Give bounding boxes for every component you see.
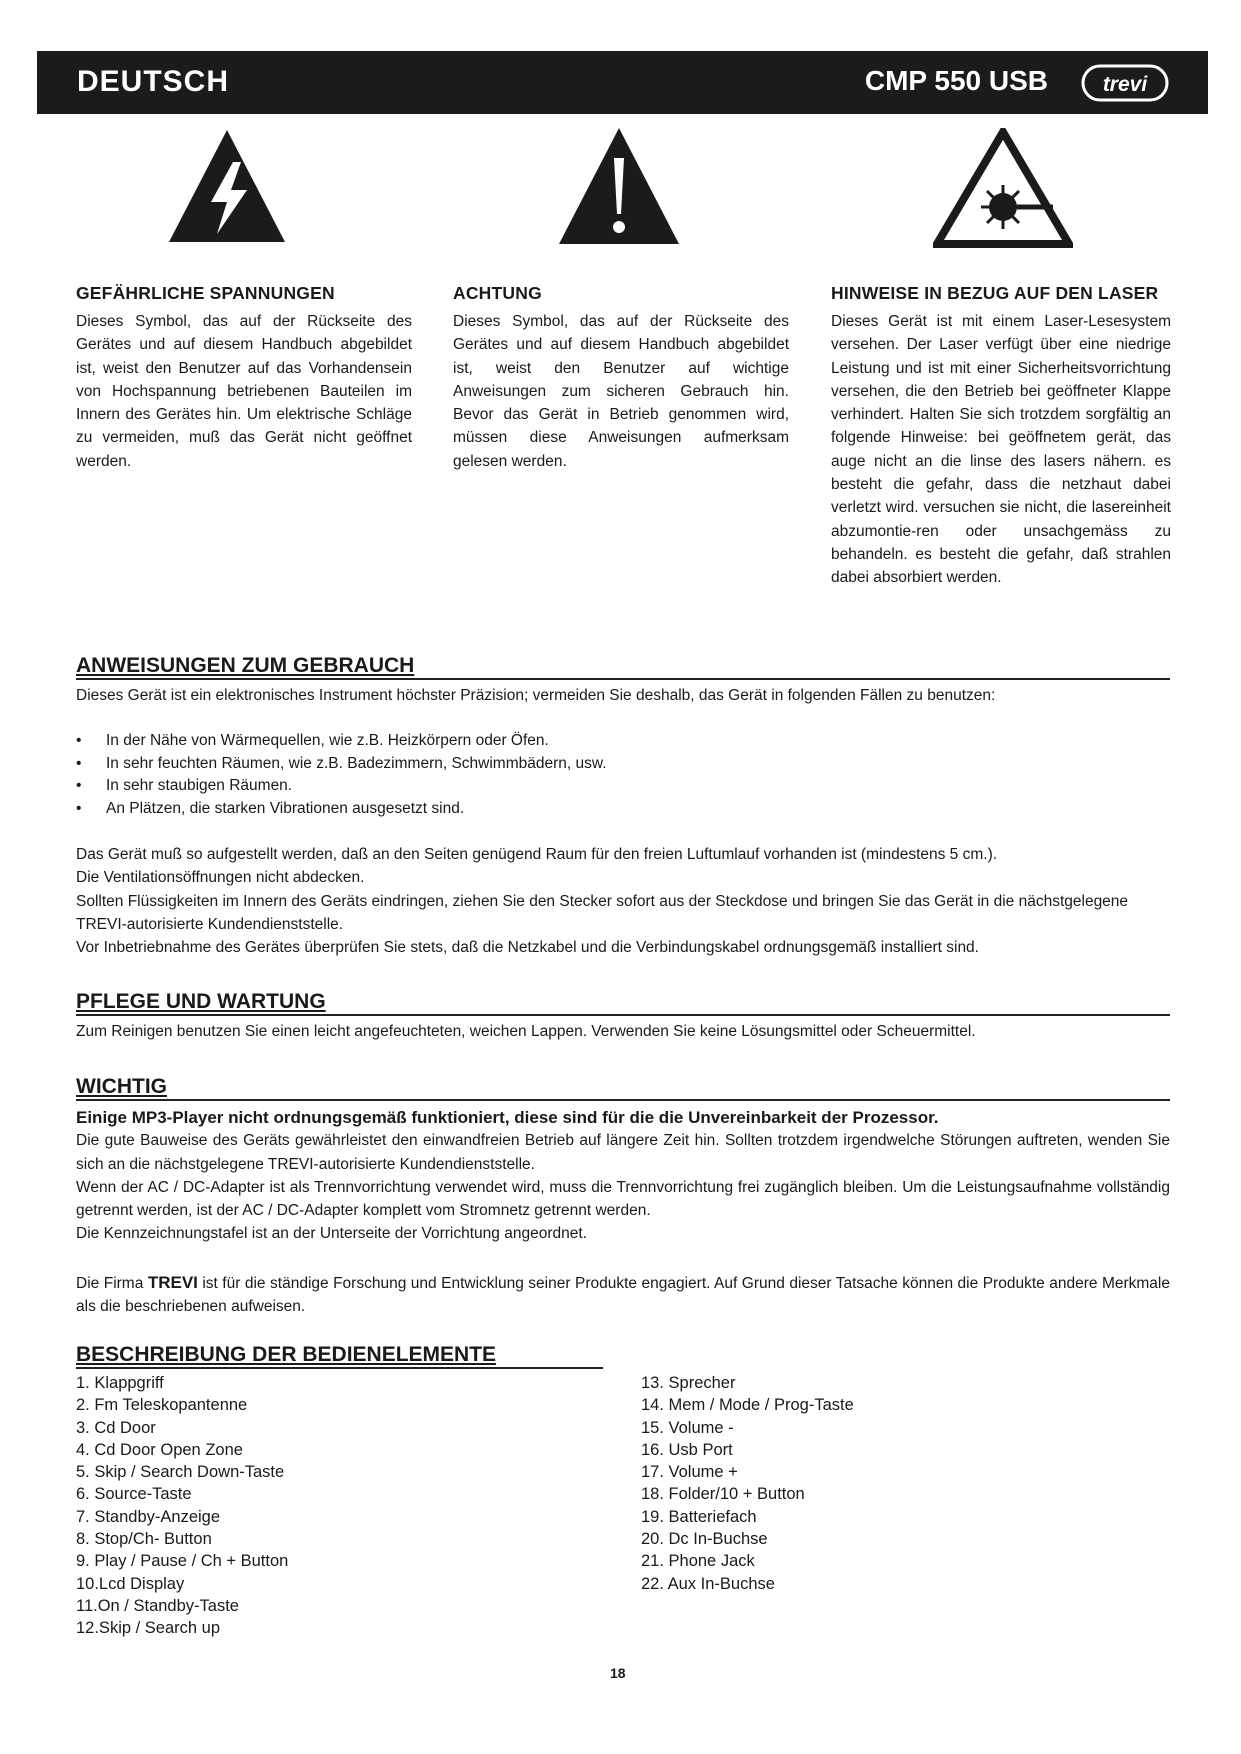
page-number: 18 [610,1665,626,1681]
list-item: 3. Cd Door [76,1418,156,1437]
warning-voltage-text: Dieses Symbol, das auf der Rückseite des Gerätes und auf diesem Handbuch abgebildet ist, weist den Benutzer auf das Vorhandensein von Hochspannung betriebenen Bauteilen im Innern des Gerätes hin. Um elektrische Schläge zu vermeiden, muß das Gerät nicht geöffnet werden. [76,313,412,470]
list-item: • In sehr feuchten Räumen, wie z.B. Badezimmern, Schwimmbädern, usw. [76,753,607,776]
list-item: 1. Klappgriff [76,1374,164,1392]
important-body [76,1106,1170,1246]
usage-paragraph: Sollten Flüssigkeiten im Innern des Geräts eindringen, ziehen Sie den Stecker sofort aus der Steckdose und bringen Sie das Gerät in die nächstgelegene TREVI-autorisierte Kundendienststelle. [76,892,1129,933]
list-item: 12.Skip / Search up [76,1619,221,1638]
list-item: 8. Stop/Ch- Button [76,1530,212,1549]
language-label: DEUTSCH [77,65,230,98]
list-item: 21. Phone Jack [641,1552,755,1571]
model-name: CMP 550 USB [864,65,1048,96]
list-item: 18. Folder/10 + Button [641,1485,805,1504]
list-item: 7. Standby-Anzeige [76,1507,221,1526]
warning-laser [831,283,1171,590]
care-title: PFLEGE UND WARTUNG [76,990,1170,1016]
warning-voltage-title: GEFÄHRLICHE SPANNUNGEN [76,283,335,303]
list-item: 10.Lcd Display [76,1574,185,1593]
list-item: 20. Dc In-Buchse [641,1530,768,1549]
list-item: 17. Volume + [641,1463,738,1482]
important-paragraph: Die Kennzeichnungstafel ist an der Unterseite der Vorrichtung angeordnet. [76,1225,587,1243]
controls-title: BESCHREIBUNG DER BEDIENELEMENTE [76,1343,603,1369]
logo-text: trevi [1102,73,1148,96]
usage-bullet-list [76,730,607,820]
important-paragraph: Die gute Bauweise des Geräts gewährleistet den einwandfreien Betrieb auf längere Zeit hin. Sollten trotzdem irgendwelche Störungen auftreten, wenden Sie sich an die nächstgelegene TREVI-autorisierte Kundendienststelle. [76,1132,1170,1173]
usage-paragraph: Vor Inbetriebnahme des Gerätes überprüfen Sie stets, daß die Netzkabel und die Verbindungskabel ordnungsgemäß installiert sind. [76,939,979,957]
list-item: 4. Cd Door Open Zone [76,1440,243,1459]
company-note [76,1271,1170,1319]
warning-attention [453,283,789,473]
lightning-warning-icon [167,128,287,244]
usage-paragraph: Die Ventilationsöffnungen nicht abdecken. [76,869,365,887]
warning-attention-title: ACHTUNG [453,283,542,303]
controls-list-left [76,1372,288,1640]
list-item: 14. Mem / Mode / Prog-Taste [641,1396,854,1415]
list-item: 6. Source-Taste [76,1485,192,1504]
warning-voltage [76,283,412,473]
list-item: 15. Volume - [641,1418,734,1437]
important-title: WICHTIG [76,1075,1170,1101]
usage-paragraph: Das Gerät muß so aufgestellt werden, daß an den Seiten genügend Raum für den freien Luftumlauf vorhanden ist (mindestens 5 cm.). [76,846,998,863]
list-item: 22. Aux In-Buchse [641,1574,775,1593]
warning-laser-text: Dieses Gerät ist mit einem Laser-Lesesystem versehen. Der Laser verfügt über eine niedrige Leistung und ist mit einer Sicherheitsvorrichtung versehen, die den Betrieb bei geöffneter Klappe verhindert. Halten Sie sich trotzdem sorgfältig an folgende Hinweise: bei geöffnetem gerät, das auge nicht an die linse des lasers nähern. es besteht die gefahr, dass die netzhaut dabei verletzt wird. versuchen sie nicht, die lasereinheit abzumontie-ren oder unsachgemäss zu behandeln. es besteht die gefahr, daß strahlen dabei absorbiert werden. [831,313,1171,587]
warning-laser-title: HINWEISE IN BEZUG AUF DEN LASER [831,283,1159,303]
controls-list-right [641,1372,854,1595]
usage-intro: Dieses Gerät ist ein elektronisches Instrument höchster Präzision; vermeiden Sie deshalb, das Gerät in folgenden Fällen zu benutzen: [76,687,996,704]
exclamation-warning-icon [557,126,681,246]
warning-attention-text: Dieses Symbol, das auf der Rückseite des Gerätes und auf diesem Handbuch abgebildet ist, weist den Benutzer auf wichtige Anweisungen zum sicheren Gebrauch hin. Bevor das Gerät in Betrieb genommen wird, müssen diese Anweisungen aufmerksam gelesen werden. [453,313,789,470]
list-item: 5. Skip / Search Down-Taste [76,1463,285,1482]
list-item: 2. Fm Teleskopantenne [76,1396,248,1415]
usage-paragraphs [76,843,1170,959]
care-text: Zum Reinigen benutzen Sie einen leicht angefeuchteten, weichen Lappen. Verwenden Sie keine Lösungsmittel oder Scheuermittel. [76,1023,976,1040]
important-paragraph: Wenn der AC / DC-Adapter ist als Trennvorrichtung verwendet wird, muss die Trennvorrichtung frei zugänglich bleiben. Um die Leistungsaufnahme vollständig getrennt werden, ist der AC / DC-Adapter komplett vom Stromnetz getrennt werden. [76,1178,1170,1220]
header-bar [37,51,1208,114]
list-item: 9. Play / Pause / Ch + Button [76,1552,289,1571]
list-item: • In sehr staubigen Räumen. [76,775,607,798]
list-item: • In der Nähe von Wärmequellen, wie z.B. Heizkörpern oder Öfen. [76,730,607,753]
list-item: 11.On / Standby-Taste [76,1596,239,1615]
laser-warning-icon [933,128,1073,248]
list-item: • An Plätzen, die starken Vibrationen ausgesetzt sind. [76,798,607,821]
usage-title: ANWEISUNGEN ZUM GEBRAUCH [76,654,1170,680]
list-item: 19. Batteriefach [641,1507,757,1526]
company-suffix: ist für die ständige Forschung und Entwicklung seiner Produkte engagiert. Auf Grund dieser Tatsache können die Produkte andere Merkmale als die beschriebenen aufweisen. [76,1275,1170,1316]
company-prefix: Die Firma [76,1275,144,1292]
trevi-logo [1080,63,1170,103]
company-name: TREVI [147,1273,198,1292]
list-item: 16. Usb Port [641,1440,733,1459]
important-bold-line: Einige MP3-Player nicht ordnungsgemäß funktioniert, diese sind für die die Unvereinbarkeit der Prozessor. [76,1108,939,1127]
list-item: 13. Sprecher [641,1374,736,1392]
